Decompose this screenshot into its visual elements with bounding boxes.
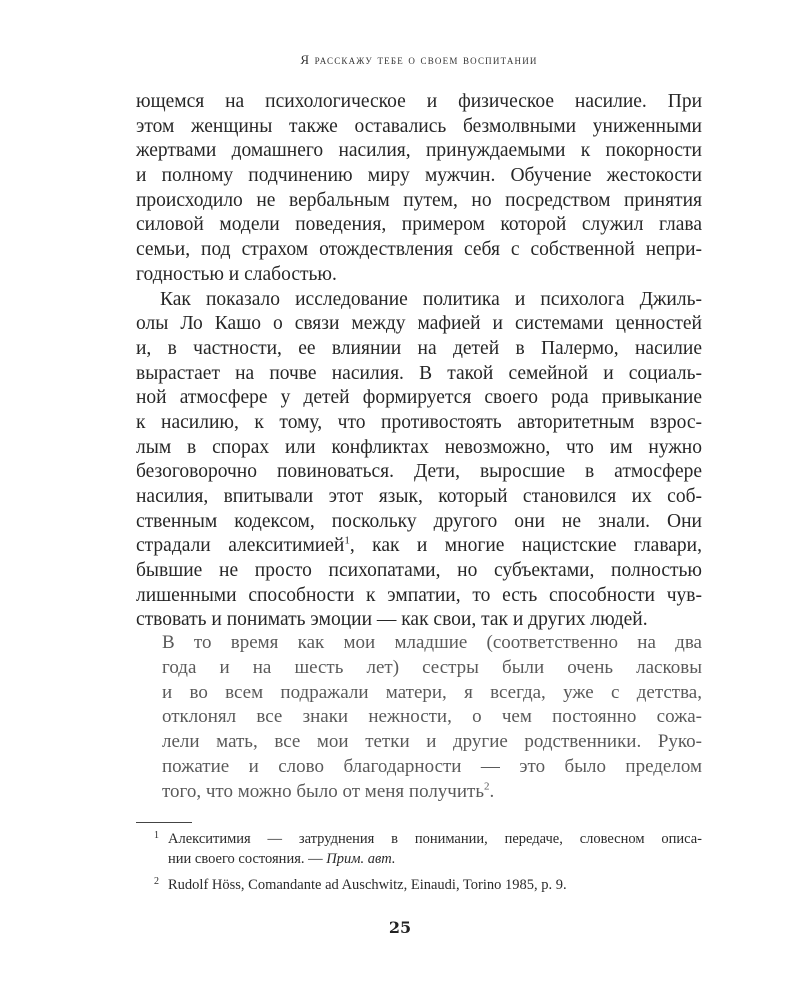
text-line: ющемся на психологическое и физическое насилие. При <box>136 91 702 112</box>
quote-line: отклонял все знаки нежности, о чем постоянно сожа- <box>162 706 702 728</box>
text-segment: . <box>489 780 495 802</box>
text-line: бывшие не просто психопатами, но субъектами, полностью <box>136 560 702 582</box>
text-line: годностью и слабостью. <box>136 263 337 285</box>
paragraph-1 <box>136 90 702 288</box>
text-line: семьи, под страхом отождествления себя с собственной непри- <box>136 239 702 261</box>
text-line: к насилию, к тому, что противостоять авторитетным взрос- <box>136 411 702 433</box>
text-line: безоговорочно повиноваться. Дети, выросшие в атмосфере <box>136 461 702 483</box>
quote-line-with-footnote <box>162 780 702 805</box>
text-segment: нии своего состояния. — <box>168 851 327 867</box>
footnote-ref-2[interactable]: 2 <box>484 780 490 793</box>
text-line: жертвами домашнего насилия, принуждаемыми к покорности <box>136 140 702 162</box>
text-segment: того, что можно было от меня получить <box>162 780 484 802</box>
main-text <box>136 90 702 633</box>
text-line: олы Ло Кашо о связи между мафией и системами ценностей <box>136 313 702 335</box>
footnote-ref-1[interactable]: 1 <box>344 534 350 547</box>
quote-line: и во всем подражали матери, я всегда, уже с детства, <box>162 681 702 703</box>
text-line: ственным кодексом, поскольку другого они не знали. Они <box>136 510 702 532</box>
footnote-2 <box>136 875 702 895</box>
text-segment: страдали алекситимией <box>136 535 345 557</box>
footnote-mark: 1 <box>154 830 159 841</box>
text-line: вырастает на почве насилия. В такой семейной и социаль- <box>136 362 702 384</box>
footnote-1 <box>136 829 702 869</box>
author-note: Прим. авт. <box>326 851 396 867</box>
page-number: 25 <box>388 918 412 937</box>
footnote-line <box>168 849 702 869</box>
text-segment: , как и многие нацистские главари, <box>349 535 702 557</box>
footnote-mark: 2 <box>154 876 159 887</box>
footnote-separator <box>136 822 192 823</box>
text-line: лишенными способности к эмпатии, то есть способности чув- <box>136 584 702 606</box>
quote-line: лели мать, все мои тетки и другие родственники. Руко- <box>162 731 702 753</box>
text-line: Как показало исследование политика и психолога Джиль- <box>160 288 702 310</box>
running-head: Я расскажу тебе о своем воспитании <box>300 52 538 67</box>
text-line: ствовать и понимать эмоции — как свои, так и других людей. <box>136 609 648 631</box>
text-line: этом женщины также оставались безмолвными униженными <box>136 115 702 137</box>
paragraph-2 <box>136 288 702 634</box>
footnote-line: Rudolf Höss, Comandante ad Auschwitz, Einaudi, Torino 1985, p. 9. <box>168 877 567 893</box>
text-line: ной атмосфере у детей формируется своего рода привыкание <box>136 387 702 409</box>
footnotes <box>136 829 702 895</box>
text-line: силовой модели поведения, примером которой служил глава <box>136 214 702 236</box>
quote-line: года и на шесть лет) сестры были очень ласковы <box>162 656 702 678</box>
text-line: лым в спорах или конфликтах невозможно, что им нужно <box>136 436 702 458</box>
quote-line: В то время как мои младшие (соответственно на два <box>162 632 702 653</box>
text-line-with-footnote <box>136 534 702 559</box>
text-line: и полному подчинению миру мужчин. Обучение жестокости <box>136 165 702 187</box>
text-line: и, в частности, ее влиянии на детей в Палермо, насилие <box>136 337 702 359</box>
footnote-line: Алекситимия — затруднения в понимании, передаче, словесном описа- <box>168 831 702 847</box>
text-line: насилия, впитывали этот язык, который становился их соб- <box>136 486 702 507</box>
block-quote <box>162 631 702 805</box>
text-line: происходило не вербальным путем, но посредством принятия <box>136 189 702 211</box>
quote-line: пожатие и слово благодарности — это было пределом <box>162 755 702 777</box>
